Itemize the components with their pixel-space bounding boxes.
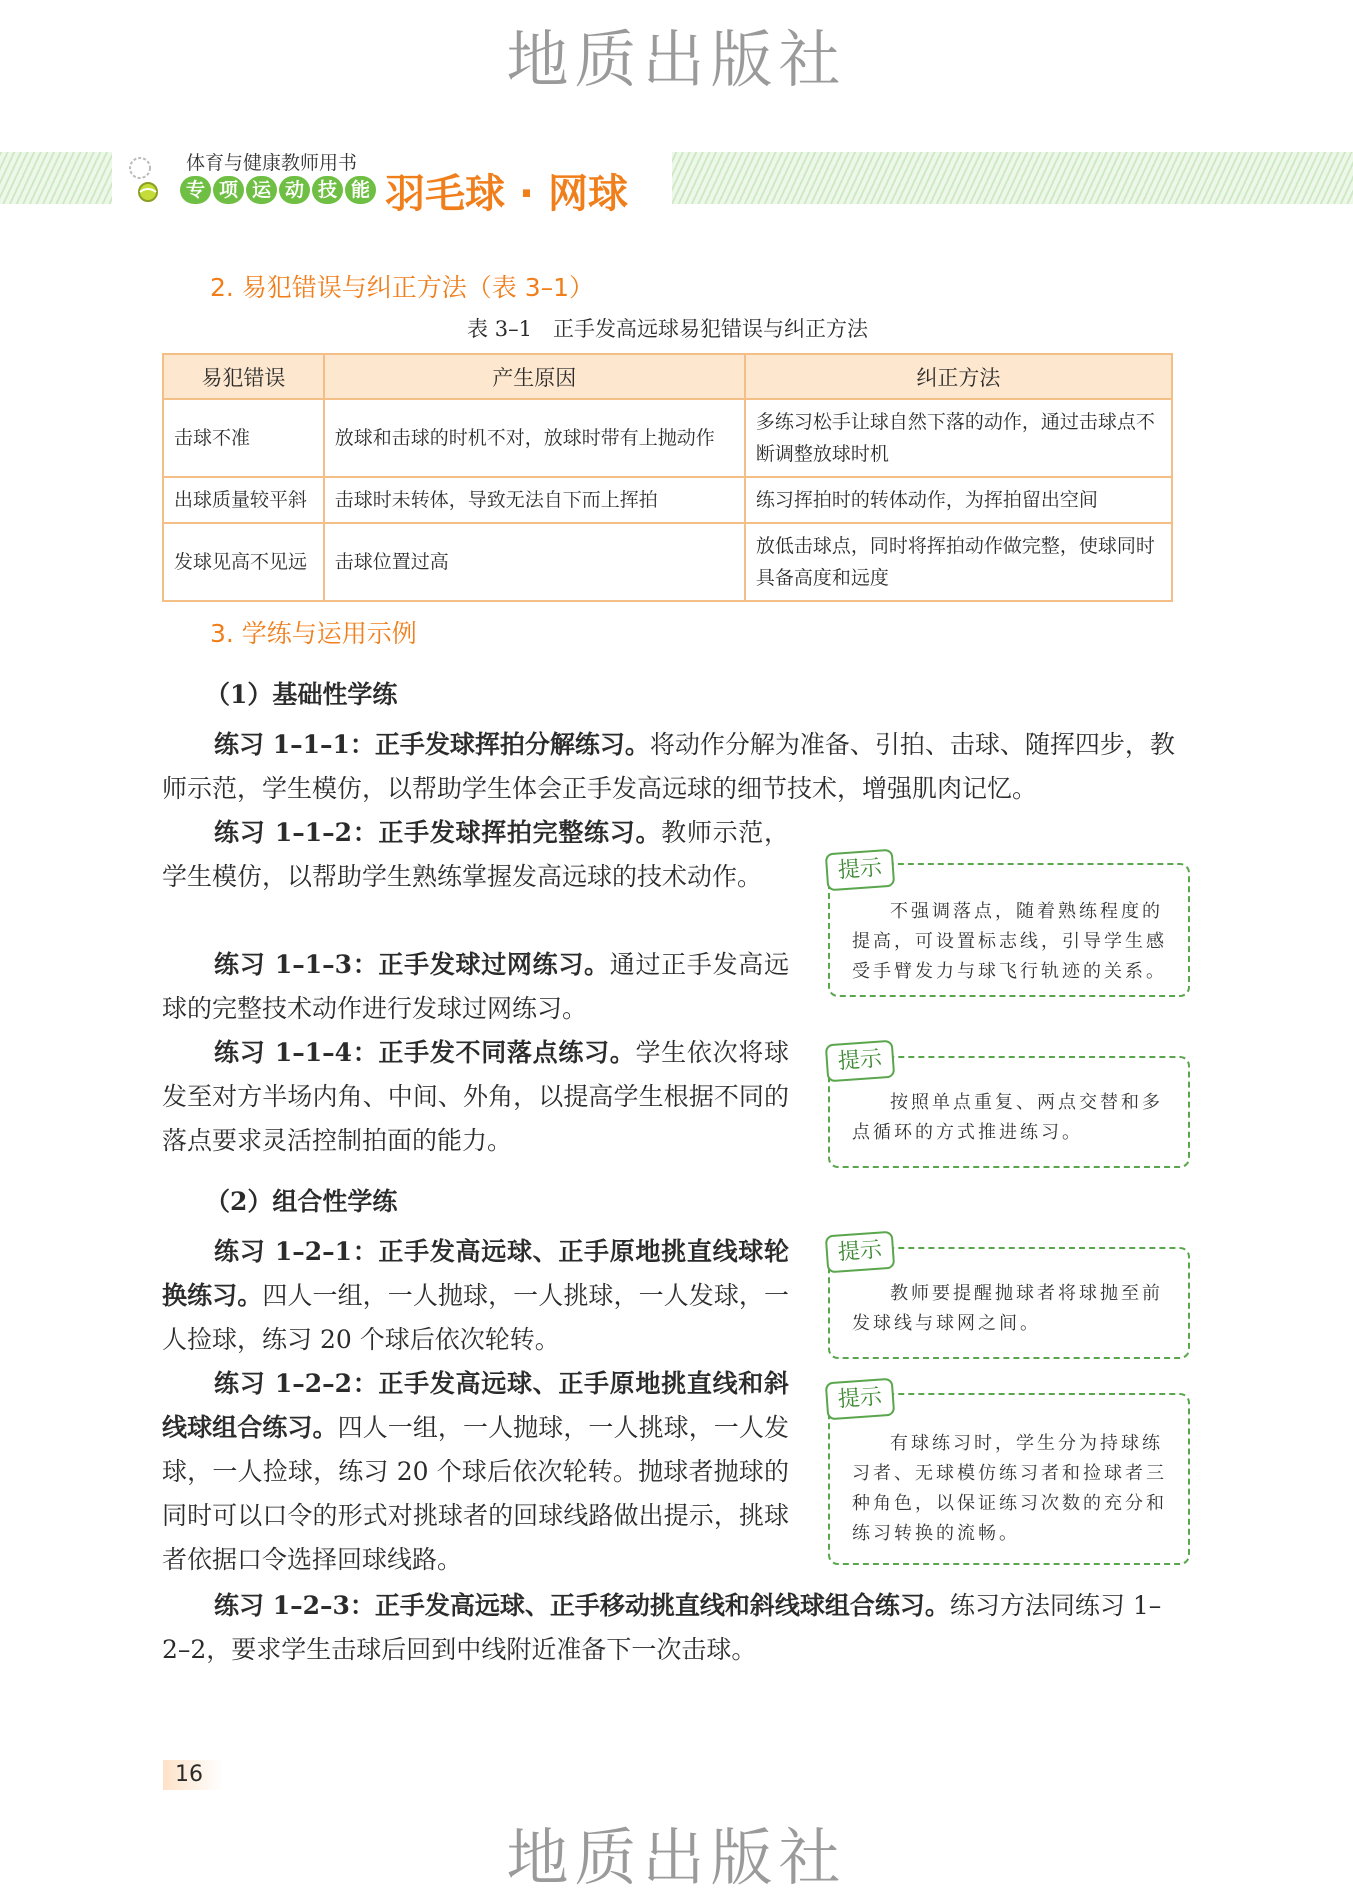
table-cell: 发球见高不见远: [163, 523, 324, 601]
logo-pill: 专: [180, 176, 211, 204]
table-cell: 击球时未转体，导致无法自下而上挥拍: [324, 477, 745, 523]
watermark-top: 地质出版社: [506, 23, 847, 96]
tip-text: 有球练习时，学生分为持球练习者、无球模仿练习者和捡球者三种角色，以保证练习次数的充分和练习转换的流畅。: [852, 1433, 1167, 1544]
table-caption: 表 3–1 正手发高远球易犯错误与纠正方法: [467, 317, 868, 341]
exercise-title: 练习 1–1–1：正手发球挥拍分解练习。: [214, 730, 650, 759]
exercise-title: 练习 1–1–4：正手发不同落点练习。: [214, 1038, 636, 1067]
tip-label: 提示: [825, 1231, 895, 1274]
page-number: 16: [163, 1760, 223, 1790]
exercise-title: 练习 1–1–2：正手发球挥拍完整练习。: [214, 818, 662, 847]
book-title: 羽毛球 · 网球: [385, 171, 629, 217]
table-cell: 练习挥拍时的转体动作，为挥拍留出空间: [745, 477, 1172, 523]
logo-pill: 项: [213, 176, 244, 204]
exercise-title: 练习 1–2–2：正手发高远球、正手原地挑直线和斜线球组合练习。: [162, 1369, 789, 1442]
table-cell: 出球质量较平斜: [163, 477, 324, 523]
table-header-row: [163, 354, 1172, 399]
subsection-combined: （2）组合性学练: [205, 1187, 398, 1216]
series-label: 体育与健康教师用书: [186, 152, 358, 174]
tip-label: 提示: [825, 849, 895, 892]
table-cell: 放球和击球的时机不对，放球时带有上抛动作: [324, 399, 745, 477]
tip-label: 提示: [825, 1040, 895, 1083]
exercise-body: 四人一组，一人抛球，一人挑球，一人发球，一人捡球，练习 20 个球后依次轮转。抛球者抛球的同时可以口令的形式对挑球者的回球线路做出提示，挑球者依据口令选择回球线路。: [162, 1413, 789, 1574]
exercise-body: 教师示范，学生模仿，以帮助学生熟练掌握发高远球的技术动作。: [162, 818, 789, 891]
tip-label: 提示: [825, 1378, 895, 1421]
exercise-1-1-2: [162, 811, 789, 899]
exercise-1-2-1: [162, 1230, 789, 1362]
exercise-title: 练习 1–2–1：正手发高远球、正手原地挑直线球轮换练习。: [162, 1237, 789, 1310]
table-header-cell: 易犯错误: [163, 354, 324, 399]
exercise-body: 练习方法同练习 1–2–2，要求学生击球后回到中线附近准备下一次击球。: [162, 1591, 1162, 1664]
table-cell: 击球不准: [163, 399, 324, 477]
subsection-basic: （1）基础性学练: [205, 680, 398, 709]
exercise-1-1-3: [162, 943, 789, 1031]
table-row: [163, 399, 1172, 477]
table-cell: 多练习松手让球自然下落的动作，通过击球点不断调整放球时机: [745, 399, 1172, 477]
table-row: [163, 523, 1172, 601]
exercise-1-1-4: [162, 1031, 789, 1163]
exercise-body: 四人一组，一人抛球，一人挑球，一人发球，一人捡球，练习 20 个球后依次轮转。: [162, 1281, 789, 1354]
tip-text: 按照单点重复、两点交替和多点循环的方式推进练习。: [852, 1092, 1163, 1143]
table-cell: 击球位置过高: [324, 523, 745, 601]
table-row: [163, 477, 1172, 523]
exercise-1-2-3: [162, 1584, 1175, 1672]
logo-pill: 能: [345, 176, 376, 204]
table-header-cell: 产生原因: [324, 354, 745, 399]
section-2-heading: 2. 易犯错误与纠正方法（表 3–1）: [210, 273, 595, 302]
tip-box: [828, 1393, 1190, 1565]
tip-text: 教师要提醒抛球者将球抛至前发球线与球网之间。: [852, 1283, 1163, 1334]
errors-table: [162, 353, 1173, 602]
exercise-body: 通过正手发高远球的完整技术动作进行发球过网练习。: [162, 950, 789, 1023]
exercise-1-2-2: [162, 1362, 789, 1582]
watermark-bottom: 地质出版社: [506, 1821, 847, 1894]
table-header-cell: 纠正方法: [745, 354, 1172, 399]
section-3-heading: 3. 学练与运用示例: [210, 619, 417, 648]
exercise-title: 练习 1–1–3：正手发球过网练习。: [214, 950, 610, 979]
exercise-body: 将动作分解为准备、引拍、击球、随挥四步，教师示范，学生模仿，以帮助学生体会正手发高远球的细节技术，增强肌肉记忆。: [162, 730, 1175, 803]
table-cell: 放低击球点，同时将挥拍动作做完整，使球同时具备高度和远度: [745, 523, 1172, 601]
exercise-1-1-1: [162, 723, 1175, 811]
exercise-title: 练习 1–2–3：正手发高远球、正手移动挑直线和斜线球组合练习。: [214, 1591, 950, 1620]
logo-pill: 技: [312, 176, 343, 204]
tip-text: 不强调落点，随着熟练程度的提高，可设置标志线，引导学生感受手臂发力与球飞行轨迹的关系。: [852, 901, 1167, 982]
exercise-body: 学生依次将球发至对方半场内角、中间、外角，以提高学生根据不同的落点要求灵活控制拍面的能力。: [162, 1038, 789, 1155]
logo-pill: 运: [246, 176, 277, 204]
shuttlecock-ball-icon: [124, 152, 176, 204]
logo-pill: 动: [279, 176, 310, 204]
